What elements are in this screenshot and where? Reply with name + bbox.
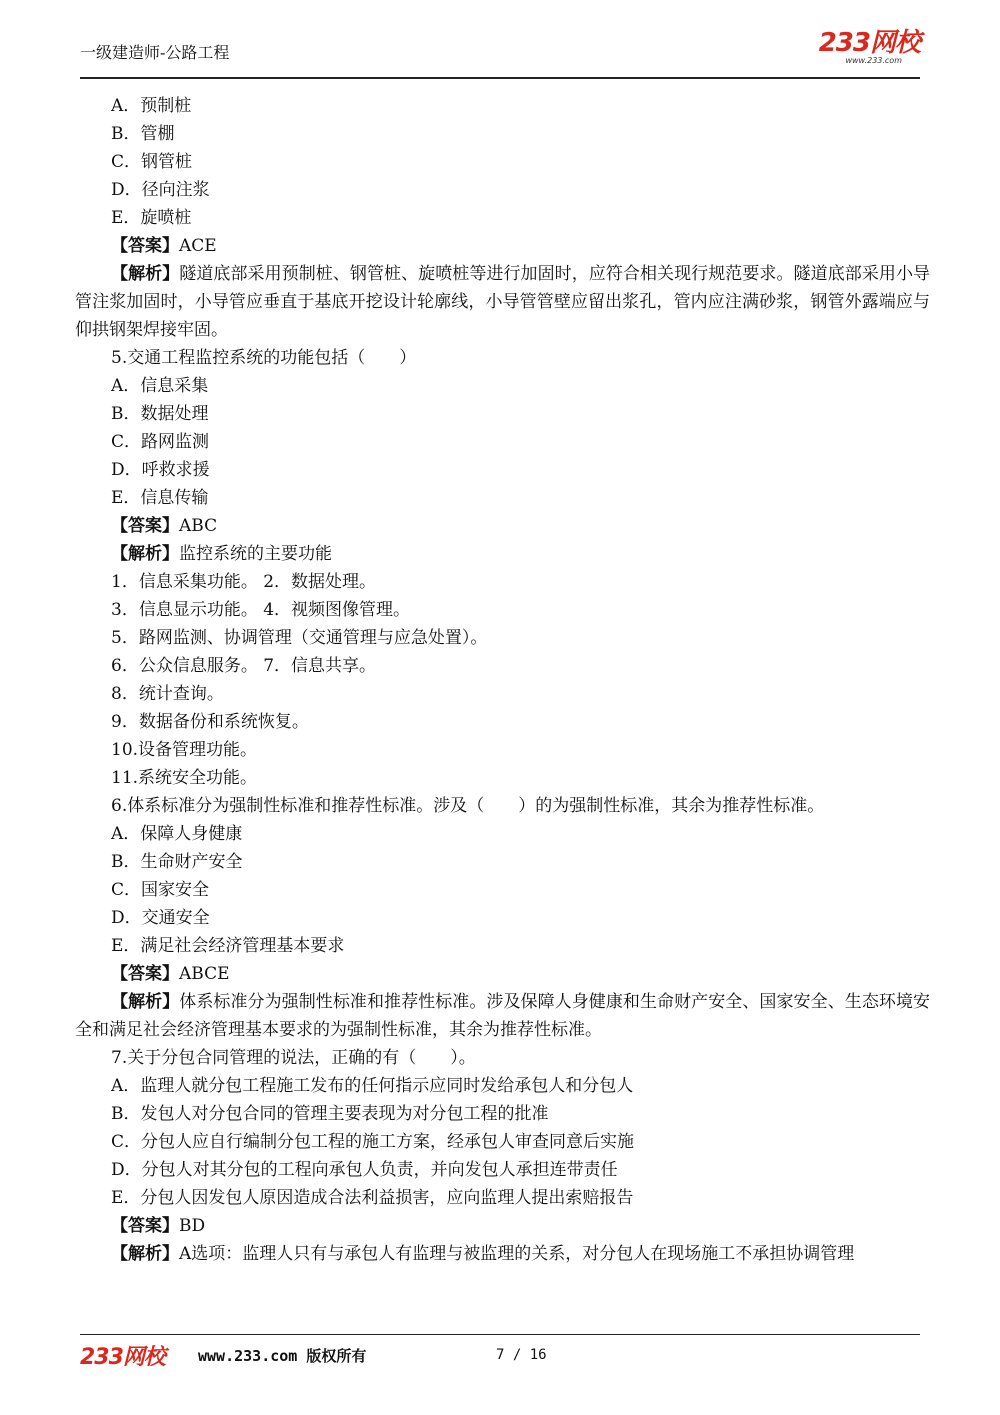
answer-label: 【答案】 (111, 236, 179, 256)
analysis-text: A选项：监理人只有与承包人有监理与被监理的关系，对分包人在现场施工不承担协调管理 (179, 1244, 855, 1264)
option-b: B．发包人对分包合同的管理主要表现为对分包工程的批准 (111, 1104, 549, 1124)
answer-value: ABCE (179, 964, 230, 984)
list-item: 6．公众信息服务。 7．信息共享。 (111, 656, 377, 676)
logo-url: www.233.com (845, 56, 902, 65)
option-a: A．保障人身健康 (111, 824, 243, 844)
option-a: A．信息采集 (111, 376, 209, 396)
header-title: 一级建造师-公路工程 (80, 43, 230, 62)
document-body (75, 92, 930, 1268)
page-footer (80, 1340, 920, 1370)
analysis-text: 隧道底部采用预制桩、钢管桩、旋喷桩等进行加固时，应符合相关现行规范要求。隧道底部采用小导管注浆加固时，小导管应垂直于基底开挖设计轮廓线，小导管管壁应留出浆孔，管内应注满砂浆，钢管外露端应与仰拱钢架焊接牢固。 (75, 264, 931, 340)
option-c: C．分包人应自行编制分包工程的施工方案，经承包人审查同意后实施 (111, 1132, 635, 1152)
answer-label: 【答案】 (111, 1216, 179, 1236)
option-e: E．信息传输 (111, 488, 209, 508)
answer-value: BD (179, 1216, 206, 1236)
analysis-text: 体系标准分为强制性标准和推荐性标准。涉及保障人身健康和生命财产安全、国家安全、生态环境安全和满足社会经济管理基本要求的为强制性标准，其余为推荐性标准。 (75, 992, 931, 1040)
list-item: 3．信息显示功能。 4．视频图像管理。 (111, 600, 411, 620)
question-stem: 6.体系标准分为强制性标准和推荐性标准。涉及（ ）的为强制性标准，其余为推荐性标准。 (111, 796, 825, 816)
footer-site: www.233.com 版权所有 (198, 1347, 367, 1365)
analysis-paragraph (75, 260, 930, 344)
footer-logo: 233网校 (80, 1345, 165, 1370)
page-header (80, 28, 920, 74)
option-b: B．数据处理 (111, 404, 209, 424)
option-e: E．满足社会经济管理基本要求 (111, 936, 345, 956)
option-a: A．预制桩 (111, 96, 192, 116)
option-d: D．径向注浆 (111, 180, 210, 200)
header-divider (80, 77, 920, 79)
logo-text: 233网校 (818, 28, 920, 58)
option-b: B．管棚 (111, 124, 175, 144)
list-item: 9．数据备份和系统恢复。 (111, 712, 309, 732)
answer-label: 【答案】 (111, 516, 179, 536)
option-d: D．交通安全 (111, 908, 210, 928)
page-number: 7 / 16 (496, 1347, 547, 1363)
option-c: C．钢管桩 (111, 152, 193, 172)
analysis-line (75, 540, 930, 568)
option-d: D．分包人对其分包的工程向承包人负责，并向发包人承担连带责任 (111, 1160, 618, 1180)
analysis-label: 【解析】 (111, 264, 180, 284)
option-e: E．分包人因发包人原因造成合法利益损害，应向监理人提出索赔报告 (111, 1188, 634, 1208)
option-e: E．旋喷桩 (111, 208, 192, 228)
list-item: 5．路网监测、协调管理（交通管理与应急处置）。 (111, 628, 488, 648)
analysis-paragraph (75, 988, 930, 1044)
option-b: B．生命财产安全 (111, 852, 243, 872)
analysis-text: 监控系统的主要功能 (179, 544, 332, 564)
option-c: C．路网监测 (111, 432, 210, 452)
footer-divider (80, 1334, 920, 1335)
option-a: A．监理人就分包工程施工发布的任何指示应同时发给承包人和分包人 (111, 1076, 634, 1096)
answer-line (75, 512, 930, 540)
analysis-label: 【解析】 (111, 992, 180, 1012)
answer-line (75, 960, 930, 988)
analysis-line (75, 1240, 930, 1268)
list-item: 10.设备管理功能。 (111, 740, 258, 760)
list-item: 8．统计查询。 (111, 684, 224, 704)
question-stem: 5.交通工程监控系统的功能包括（ ） (111, 348, 417, 368)
answer-label: 【答案】 (111, 964, 179, 984)
analysis-label: 【解析】 (111, 544, 179, 564)
analysis-label: 【解析】 (111, 1244, 179, 1264)
answer-line (75, 232, 930, 260)
option-c: C．国家安全 (111, 880, 210, 900)
list-item: 11.系统安全功能。 (111, 768, 258, 788)
answer-line (75, 1212, 930, 1240)
answer-value: ABC (179, 516, 218, 536)
brand-logo (819, 30, 920, 66)
question-stem: 7.关于分包合同管理的说法，正确的有（ ）。 (111, 1048, 476, 1068)
answer-value: ACE (179, 236, 217, 256)
list-item: 1．信息采集功能。 2．数据处理。 (111, 572, 377, 592)
option-d: D．呼救求援 (111, 460, 210, 480)
